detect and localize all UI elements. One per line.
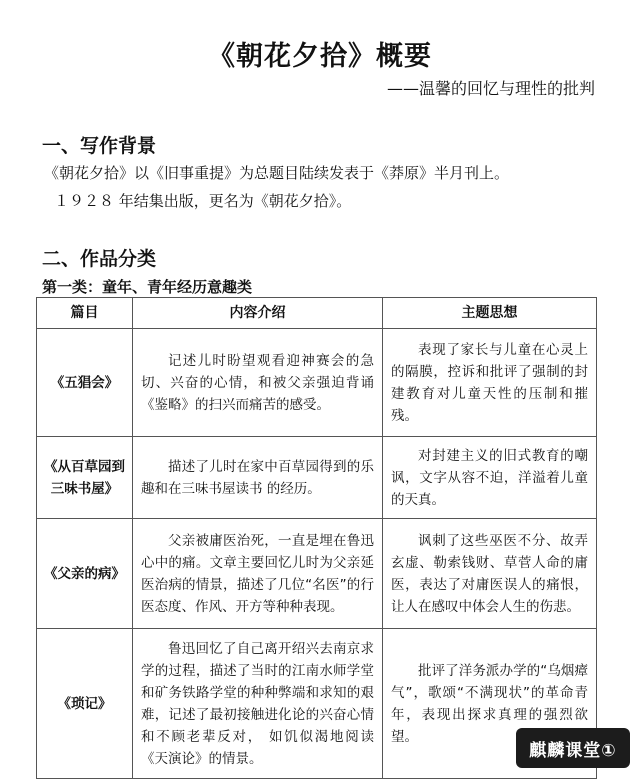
row-content: 记述儿时盼望观看迎神赛会的急切、兴奋的心情，和被父亲强迫背诵《鉴略》的扫兴而痛苦的感受。 — [133, 329, 383, 437]
summary-table — [36, 297, 597, 779]
row-content: 鲁迅回忆了自己离开绍兴去南京求学的过程，描述了当时的江南水师学堂和矿务铁路学堂的种种弊端和求知的艰难，记述了最初接触进化论的兴奋心情和不顾老辈反对， 如饥似渴地阅读《天演论》的情景。 — [133, 629, 383, 779]
table-row — [37, 437, 597, 519]
row-theme: 对封建主义的旧式教育的嘲讽，文字从容不迫，洋溢着儿童的天真。 — [383, 437, 597, 519]
section-heading-background: 一、写作背景 — [42, 135, 157, 157]
row-theme: 表现了家长与儿童在心灵上的隔膜，控诉和批评了强制的封建教育对儿童天性的压制和摧残。 — [383, 329, 597, 437]
table-row — [37, 329, 597, 437]
row-theme: 讽刺了这些巫医不分、故弄玄虚、勒索钱财、草菅人命的庸医，表达了对庸医误人的痛恨，让人在感叹中体会人生的伤悲。 — [383, 519, 597, 629]
row-content: 父亲被庸医治死，一直是埋在鲁迅心中的痛。文章主要回忆儿时为父亲延医治病的情景，描述了几位“名医”的行医态度、作风、开方等种种表现。 — [133, 519, 383, 629]
row-title: 《父亲的病》 — [37, 519, 133, 629]
section-heading-classification: 二、作品分类 — [42, 248, 157, 270]
row-content: 描述了儿时在家中百草园得到的乐趣和在三味书屋读书 的经历。 — [133, 437, 383, 519]
doc-title: 《朝花夕拾》概要 — [208, 41, 432, 72]
table-row — [37, 629, 597, 779]
row-theme: 批评了洋务派办学的“乌烟瘴气”，歌颂“不满现状”的革命青年，表现出探求真理的强烈欲望。 — [383, 629, 597, 779]
row-title: 《琐记》 — [37, 629, 133, 779]
row-title: 《五猖会》 — [37, 329, 133, 437]
table-header-row — [37, 298, 597, 329]
background-paragraph-line2: １９２８ 年结集出版，更名为《朝花夕拾》。 — [54, 192, 352, 210]
column-header-theme: 主题思想 — [383, 298, 597, 329]
category-heading: 第一类：童年、青年经历意趣类 — [42, 278, 253, 296]
row-title: 《从百草园到三味书屋》 — [37, 437, 133, 519]
column-header-content: 内容介绍 — [133, 298, 383, 329]
watermark-badge: 麒麟课堂① — [516, 728, 630, 768]
doc-subtitle: ——温馨的回忆与理性的批判 — [386, 79, 595, 98]
table-row — [37, 519, 597, 629]
column-header-title: 篇目 — [37, 298, 133, 329]
background-paragraph-line1: 《朝花夕拾》以《旧事重提》为总题目陆续发表于《莽原》半月刊上。 — [44, 164, 510, 182]
